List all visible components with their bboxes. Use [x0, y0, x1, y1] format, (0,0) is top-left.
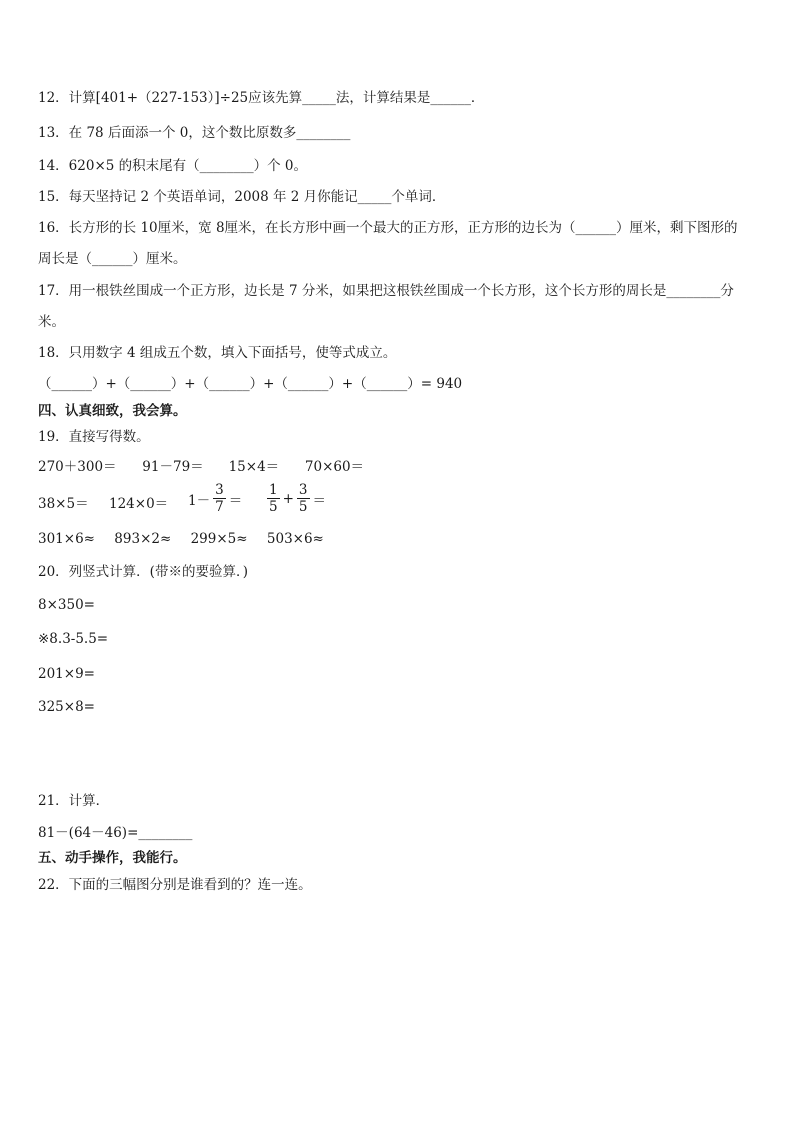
q19-expr: 124×0＝: [109, 496, 169, 512]
q19-fraction-expr-1: [188, 482, 242, 515]
question-18-equation: （______）+（______）+（______）+（______）+（______）= 940: [38, 376, 463, 392]
question-22: 22．下面的三幅图分别是谁看到的？连一连。: [38, 877, 312, 893]
q20-item-2: ※8.3-5.5=: [38, 631, 109, 647]
q21-item-1: 81－(64－46)=________: [38, 825, 193, 841]
question-16-line2: 周长是（______）厘米。: [38, 251, 187, 267]
q19-row-1: [38, 458, 364, 476]
section-4-heading: 四、认真细致，我会算。: [38, 403, 187, 419]
fraction: $\frac{3}{5}$: [298, 482, 308, 515]
q19-expr: 15×4＝: [228, 459, 280, 475]
q19-expr: 301×6≈: [38, 531, 95, 547]
section-5-heading: 五、动手操作，我能行。: [38, 850, 187, 866]
question-18: 18．只用数字 4 组成五个数，填入下面括号，使等式成立。: [38, 345, 397, 361]
question-21: 21．计算．: [38, 793, 110, 809]
question-13: 13．在 78 后面添一个 0，这个数比原数多________: [38, 125, 351, 141]
q19-expr: 270＋300＝: [38, 459, 117, 475]
question-14: 14．620×5 的积末尾有（________）个 0。: [38, 158, 308, 174]
q20-item-4: 325×8=: [38, 699, 95, 715]
question-17-line1: 17．用一根铁丝围成一个正方形，边长是 7 分米，如果把这根铁丝围成一个长方形，这个长方形的周长是________分: [38, 283, 734, 299]
q20-item-1: 8×350=: [38, 597, 95, 613]
q19-expr: 70×60＝: [304, 459, 365, 475]
q19-expr: 893×2≈: [114, 531, 172, 547]
expr-lead: 1－: [188, 492, 211, 509]
expr-tail: ＝: [312, 492, 326, 509]
q20-item-3: 201×9=: [38, 666, 95, 682]
question-15: 15．每天坚持记 2 个英语单词，2008 年 2 月你能记_____个单词．: [38, 189, 446, 205]
question-17-line2: 米。: [38, 314, 65, 330]
q19-fraction-expr-2: [264, 482, 326, 515]
question-16-line1: 16．长方形的长 10厘米，宽 8厘米，在长方形中画一个最大的正方形，正方形的边长为（______）厘米，剩下图形的: [38, 220, 738, 236]
question-20: 20．列竖式计算．(带※的要验算．): [38, 564, 248, 580]
question-12: 12．计算[401+（227-153）]÷25应该先算_____法，计算结果是______．: [38, 90, 485, 106]
q19-expr: 503×6≈: [266, 531, 324, 547]
fraction: $\frac{1}{5}$: [269, 482, 278, 515]
q19-row-3: [38, 530, 324, 548]
q19-expr: 299×5≈: [190, 531, 248, 547]
q19-expr: 91－79＝: [142, 459, 204, 475]
expr-operator: +: [282, 490, 294, 507]
fraction: $\frac{3}{7}$: [215, 482, 224, 515]
q19-expr: 38×5＝: [38, 496, 89, 512]
expr-tail: ＝: [228, 492, 243, 509]
question-19: 19．直接写得数。: [38, 429, 150, 445]
